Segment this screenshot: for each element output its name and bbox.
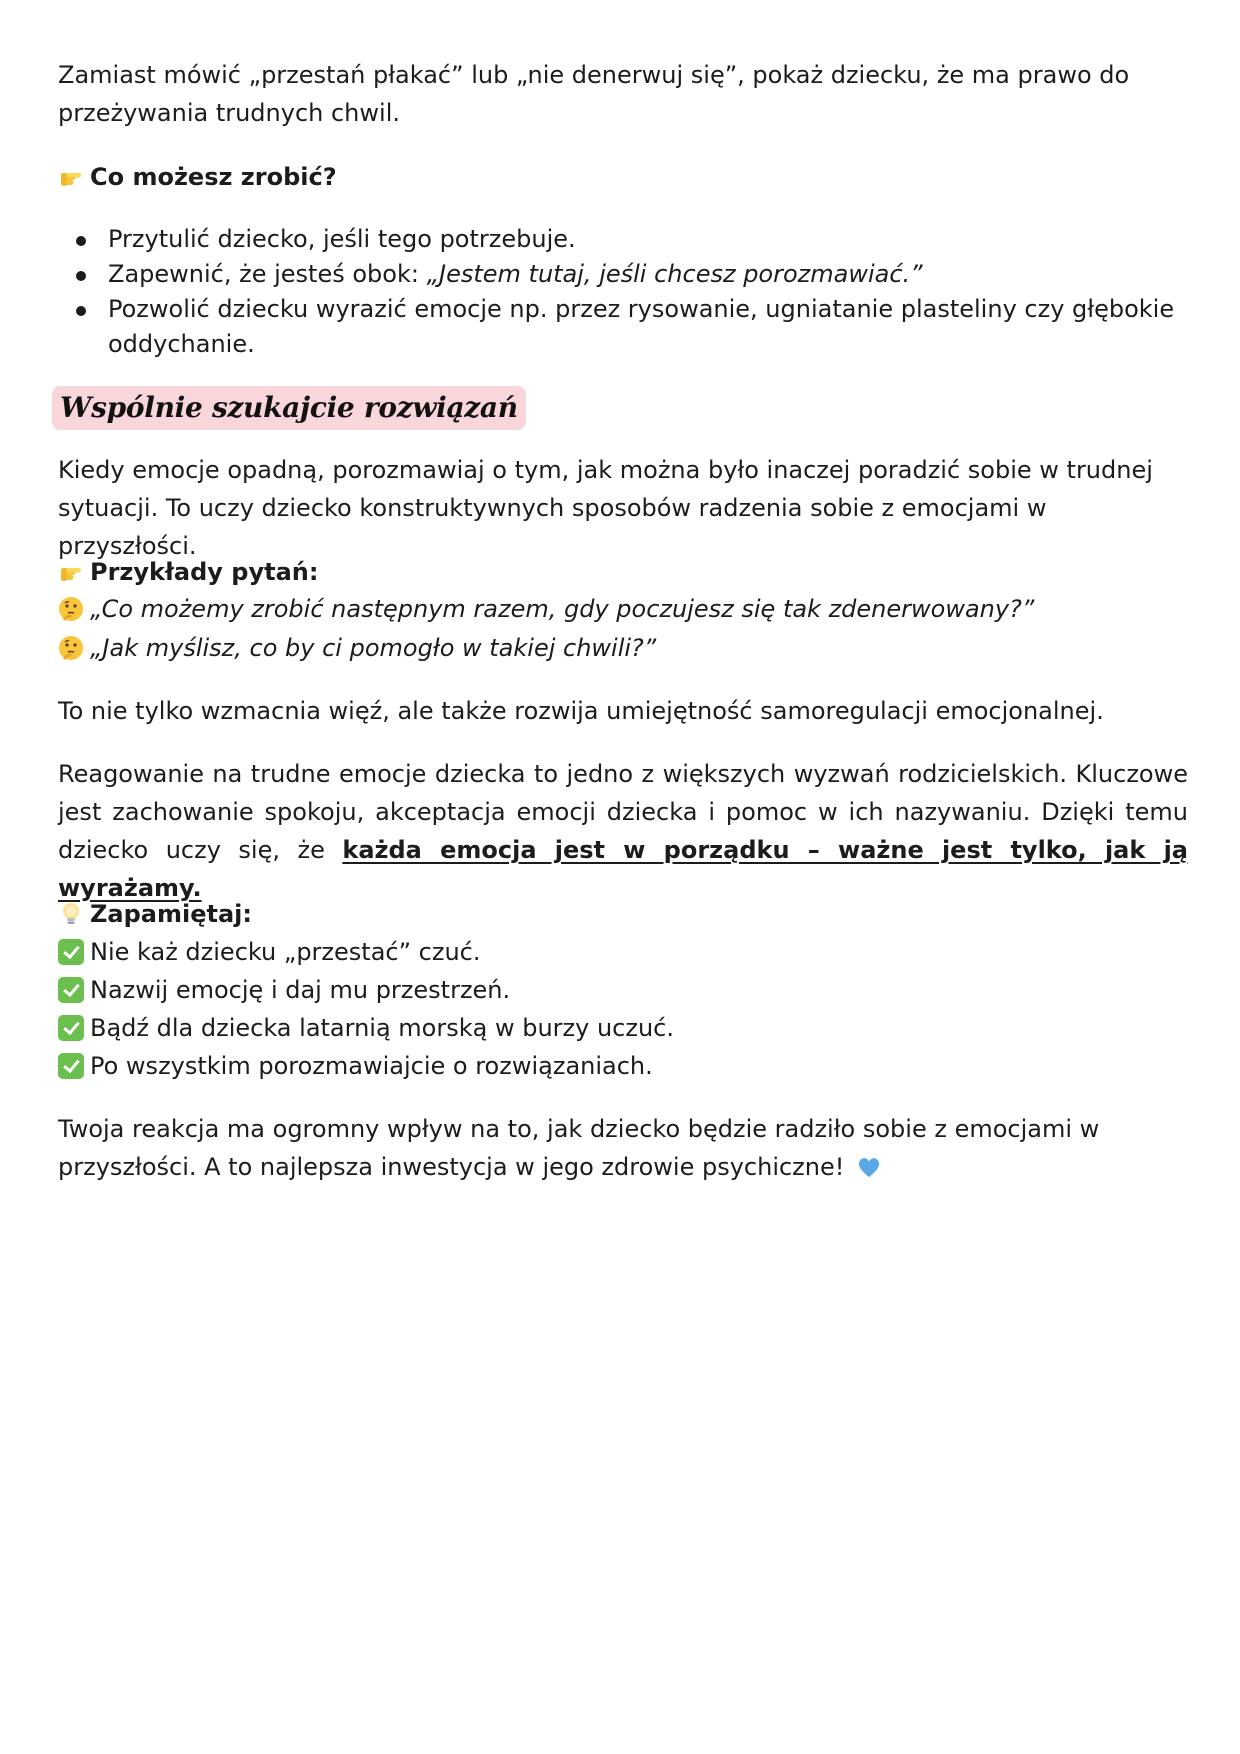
list-item-text: Przytulić dziecko, jeśli tego potrzebuje. — [108, 225, 576, 253]
remember-title: Zapamiętaj: — [90, 900, 252, 928]
list-item — [58, 292, 1188, 362]
closing-line-1: Twoja reakcja ma ogromny wpływ na to, jak dziecko będzie radziło sobie z emocjami w — [58, 1115, 1100, 1143]
check-mark-icon — [58, 939, 84, 965]
remember-item — [58, 1009, 1188, 1047]
question-text: „Co możemy zrobić następnym razem, gdy poczujesz się tak zdenerwowany?” — [90, 595, 1035, 623]
question-2 — [58, 629, 1188, 667]
summary-emphasis: każda emocja jest w porządku – ważne jest tylko, jak ją wyrażamy. — [58, 836, 1188, 902]
blue-heart-icon — [856, 1154, 882, 1180]
list-item — [58, 257, 1188, 292]
intro-line-1: Zamiast mówić „przestań płakać” lub „nie denerwuj się”, pokaż dziecku, że ma prawo do — [58, 61, 1130, 89]
bullet-icon — [76, 306, 86, 316]
closing-line-2: przyszłości. A to najlepsza inwestycja w jego zdrowie psychiczne! — [58, 1153, 845, 1181]
pointing-hand-icon — [58, 559, 84, 585]
list-item-quote: „Jestem tutaj, jeśli chcesz porozmawiać.” — [426, 260, 923, 288]
thinking-face-icon — [58, 635, 84, 661]
remember-item-text: Nazwij emocję i daj mu przestrzeń. — [90, 976, 511, 1004]
check-mark-icon — [58, 977, 84, 1003]
list-item-text: Pozwolić dziecku wyrazić emocje np. przez rysowanie, ugniatanie plasteliny czy głębokie oddychanie. — [108, 295, 1175, 358]
closing-paragraph — [58, 1110, 1188, 1186]
list-item-text: Zapewnić, że jesteś obok: — [108, 260, 427, 288]
remember-item-text: Po wszystkim porozmawiajcie o rozwiązaniach. — [90, 1052, 653, 1080]
section-heading-highlight — [52, 386, 526, 430]
thinking-face-icon — [58, 596, 84, 622]
what-can-you-do-title: Co możesz zrobić? — [90, 163, 337, 191]
remember-item-text: Nie każ dziecku „przestać” czuć. — [90, 938, 481, 966]
pointing-hand-icon — [58, 164, 84, 190]
what-can-you-do-list — [58, 222, 1188, 362]
question-text: „Jak myślisz, co by ci pomogło w takiej chwili?” — [90, 634, 657, 662]
questions-title: Przykłady pytań: — [90, 558, 319, 586]
bullet-icon — [76, 236, 86, 246]
intro-line-2: przeżywania trudnych chwil. — [58, 99, 400, 127]
questions-heading — [58, 553, 1188, 591]
remember-item-text: Bądź dla dziecka latarnią morską w burzy uczuć. — [90, 1014, 675, 1042]
list-item — [58, 222, 1188, 257]
intro-paragraph — [58, 56, 1188, 132]
check-mark-icon — [58, 1053, 84, 1079]
summary-text: Reagowanie na trudne emocje dziecka to jedno z większych wyzwań rodzicielskich. Kluczowe jest zachowanie spokoju, akceptacja emocji dziecka i pomoc w ich nazywaniu. Dzięki temu dziecko uczy się, że — [58, 760, 1188, 864]
section-paragraph: Kiedy emocje opadną, porozmawiaj o tym, jak można było inaczej poradzić sobie w trudnej sytuacji. To uczy dziecko konstruktywnych sposobów radzenia sobie z emocjami w przyszłości. — [58, 456, 1153, 560]
light-bulb-icon — [58, 901, 84, 927]
remember-heading — [58, 895, 1188, 933]
what-can-you-do-heading — [58, 158, 1188, 196]
remember-item — [58, 971, 1188, 1009]
question-1 — [58, 590, 1188, 628]
bond-paragraph: To nie tylko wzmacnia więź, ale także rozwija umiejętność samoregulacji emocjonalnej. — [58, 697, 1104, 725]
section-heading: Wspólnie szukajcie rozwiązań — [60, 391, 518, 424]
bullet-icon — [76, 271, 86, 281]
remember-item — [58, 1047, 1188, 1085]
summary-paragraph — [58, 755, 1188, 907]
remember-item — [58, 933, 1188, 971]
check-mark-icon — [58, 1015, 84, 1041]
